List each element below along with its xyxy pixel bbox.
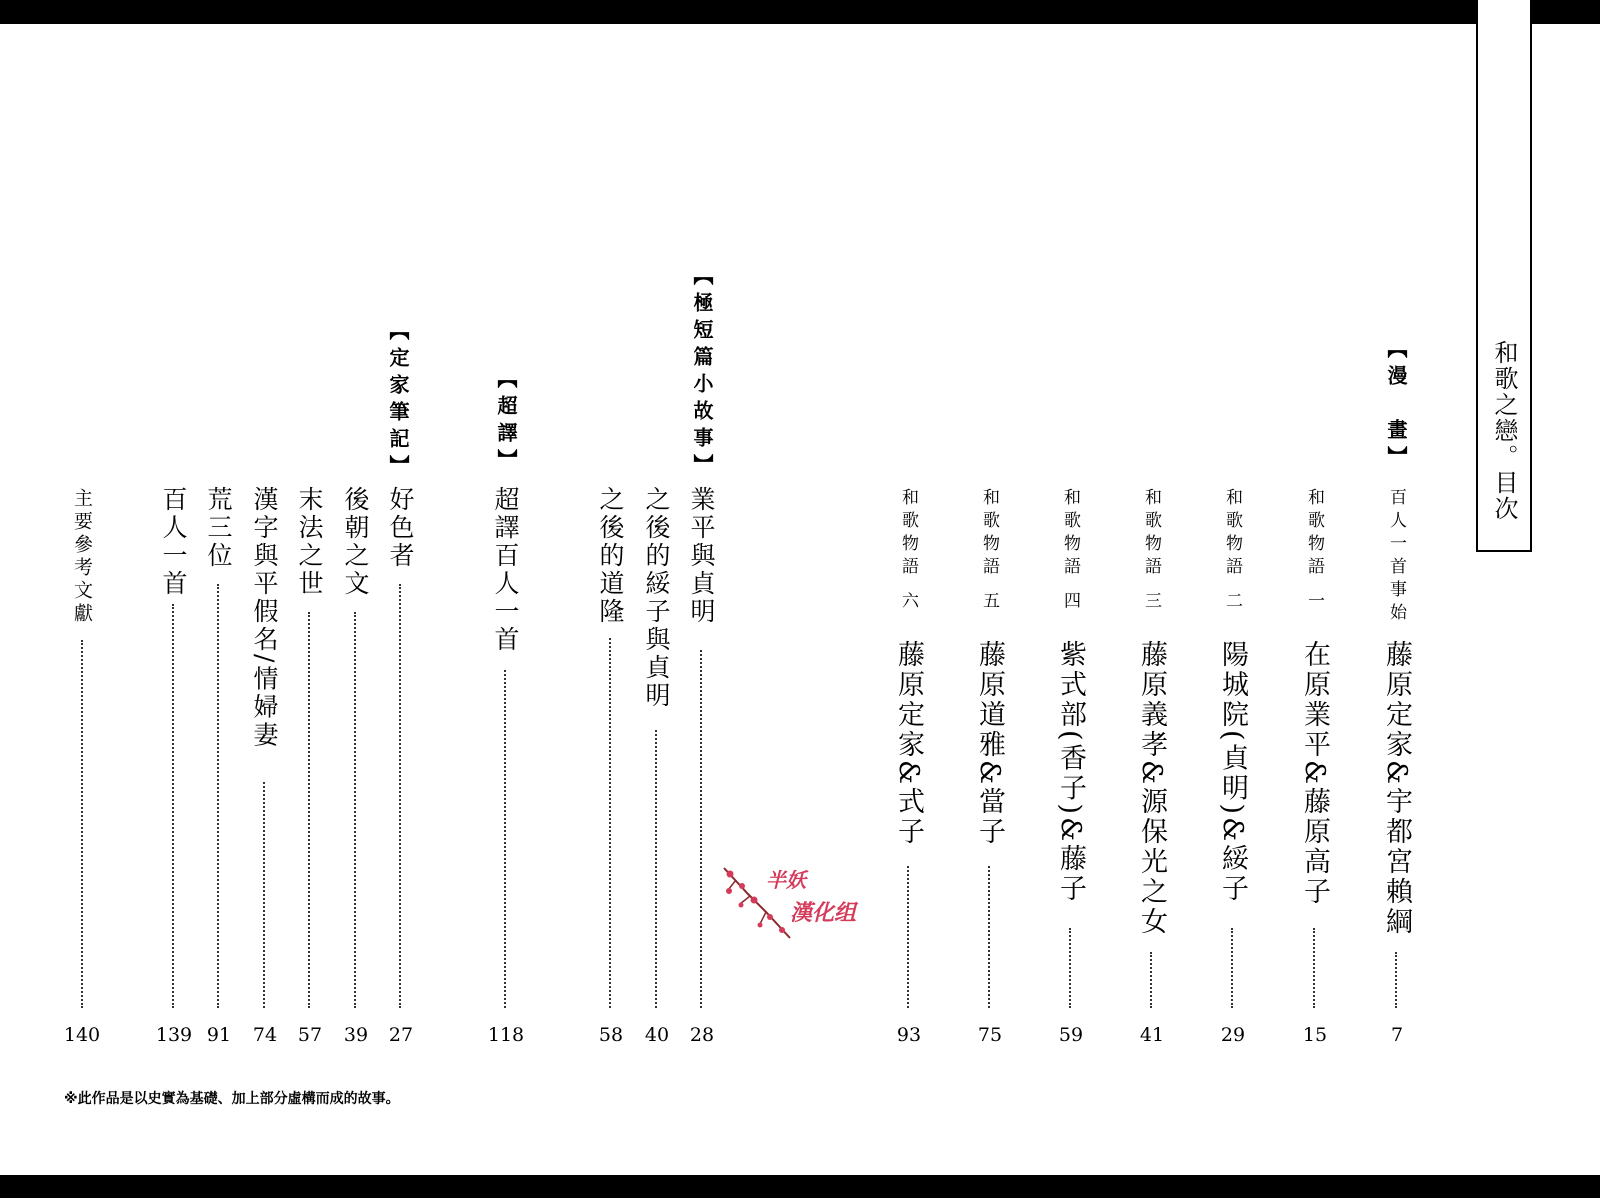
leader-dots xyxy=(1150,952,1152,1008)
references-title: 主要參考文獻 xyxy=(71,488,93,626)
manga-entry-page: 7 xyxy=(1390,1024,1404,1046)
manga-entry-title: 藤原道雅&當子 xyxy=(974,640,1005,848)
section-teika-notes: 【定家筆記】 xyxy=(386,320,410,482)
footnote: ※此作品是以史實為基礎、加上部分虛構而成的故事。 xyxy=(64,1091,400,1107)
manga-entry-page: 15 xyxy=(1302,1024,1328,1046)
short-entry-page: 28 xyxy=(689,1024,715,1046)
manga-entry-page: 93 xyxy=(896,1024,922,1046)
manga-entry-title: 陽城院(貞明)&綏子 xyxy=(1217,640,1248,905)
leader-dots xyxy=(907,866,909,1008)
chouyaku-entry-page: 118 xyxy=(487,1024,525,1046)
leader-dots xyxy=(700,650,702,1008)
manga-entry-title: 藤原定家&宇都宮賴綱 xyxy=(1381,640,1412,938)
title-box xyxy=(1476,0,1532,552)
leader-dots xyxy=(399,584,401,1008)
teika-entry-title: 漢字與平假名/情婦妻 xyxy=(250,486,279,750)
manga-entry-sub: 和歌物語 四 xyxy=(1060,488,1080,615)
leader-dots xyxy=(263,782,265,1008)
manga-entry-sub: 和歌物語 六 xyxy=(898,488,918,615)
short-entry-title: 業平與貞明 xyxy=(687,486,716,626)
teika-entry-title: 荒三位 xyxy=(204,486,233,570)
leader-dots xyxy=(504,670,506,1008)
section-manga: 【漫 畫】 xyxy=(1384,338,1408,473)
teika-entry-page: 39 xyxy=(343,1024,369,1046)
section-chouyaku: 【超譯】 xyxy=(494,368,518,476)
manga-entry-sub: 和歌物語 一 xyxy=(1304,488,1324,615)
leader-dots xyxy=(1313,928,1315,1008)
watermark-line1: 半妖 xyxy=(766,868,806,892)
leader-dots xyxy=(988,866,990,1008)
top-black-bar xyxy=(0,0,1600,24)
teika-entry-title: 末法之世 xyxy=(295,486,324,598)
manga-entry-sub: 百人一首事始 xyxy=(1386,488,1406,626)
scanlation-watermark xyxy=(720,864,880,944)
leader-dots xyxy=(172,604,174,1008)
manga-entry-page: 75 xyxy=(977,1024,1003,1046)
manga-entry-title: 紫式部(香子)&藤子 xyxy=(1055,640,1086,905)
manga-entry-title: 在原業平&藤原高子 xyxy=(1299,640,1330,908)
teika-entry-page: 91 xyxy=(206,1024,232,1046)
manga-entry-title: 藤原定家&式子 xyxy=(893,640,924,848)
manga-entry-page: 59 xyxy=(1058,1024,1084,1046)
leader-dots xyxy=(655,730,657,1008)
manga-entry-page: 41 xyxy=(1139,1024,1165,1046)
teika-entry-page: 139 xyxy=(155,1024,193,1046)
leader-dots xyxy=(1395,952,1397,1008)
chouyaku-entry-title: 超譯百人一首 xyxy=(491,486,520,654)
short-entry-title: 之後的道隆 xyxy=(596,486,625,626)
leader-dots xyxy=(609,638,611,1008)
manga-entry-sub: 和歌物語 三 xyxy=(1141,488,1161,615)
short-entry-title: 之後的綏子與貞明 xyxy=(642,486,671,710)
manga-entry-sub: 和歌物語 五 xyxy=(979,488,999,615)
manga-entry-page: 29 xyxy=(1220,1024,1246,1046)
page-title: 和歌之戀。目次 xyxy=(1490,340,1518,522)
teika-entry-title: 好色者 xyxy=(386,486,415,570)
teika-entry-title: 百人一首 xyxy=(159,486,188,598)
leader-dots xyxy=(217,584,219,1008)
section-short-stories: 【極短篇小故事】 xyxy=(690,265,714,481)
watermark-line2: 漢化组 xyxy=(790,901,857,926)
leader-dots xyxy=(308,612,310,1008)
manga-entry-sub: 和歌物語 二 xyxy=(1222,488,1242,615)
leader-dots xyxy=(81,640,83,1008)
leader-dots xyxy=(354,612,356,1008)
leader-dots xyxy=(1069,928,1071,1008)
teika-entry-page: 57 xyxy=(297,1024,323,1046)
teika-entry-title: 後朝之文 xyxy=(341,486,370,598)
bottom-black-bar xyxy=(0,1175,1600,1198)
short-entry-page: 40 xyxy=(644,1024,670,1046)
short-entry-page: 58 xyxy=(598,1024,624,1046)
references-page: 140 xyxy=(63,1024,101,1046)
teika-entry-page: 27 xyxy=(388,1024,414,1046)
manga-entry-title: 藤原義孝&源保光之女 xyxy=(1136,640,1167,938)
leader-dots xyxy=(1231,928,1233,1008)
teika-entry-page: 74 xyxy=(252,1024,278,1046)
